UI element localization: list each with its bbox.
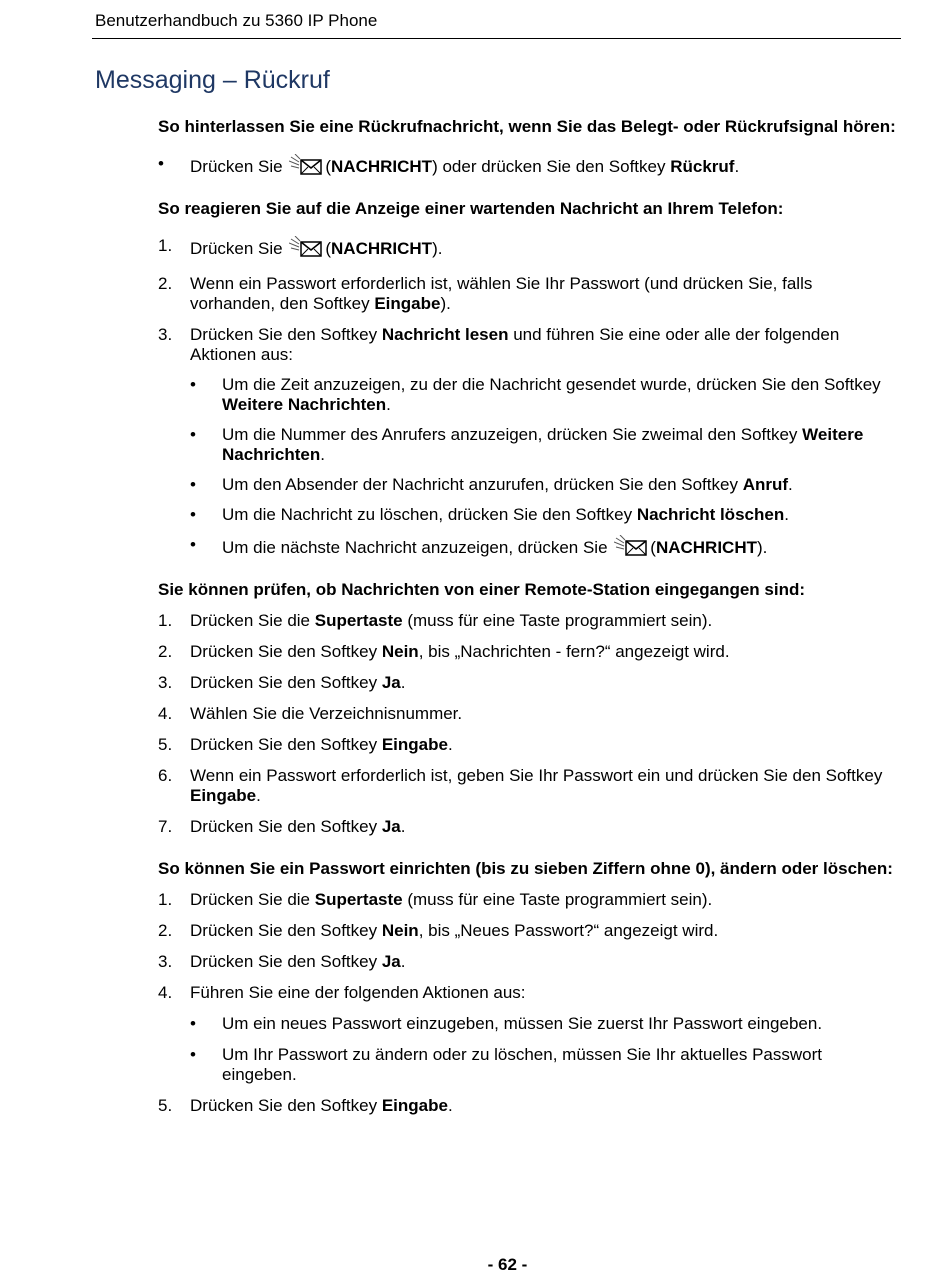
list-item: 7. Drücken Sie den Softkey Ja. [158, 817, 406, 836]
message-envelope-icon [289, 236, 323, 263]
header-divider [92, 38, 901, 39]
heading-password: So können Sie ein Passwort einrichten (bis zu sieben Ziffern ohne 0), ändern oder löschen: [158, 859, 893, 878]
list-item: 3. Drücken Sie den Softkey Ja. [158, 952, 406, 971]
list-item: 3. Drücken Sie den Softkey Ja. [158, 673, 406, 692]
heading-waiting-message: So reagieren Sie auf die Anzeige einer wartenden Nachricht an Ihrem Telefon: [158, 199, 784, 218]
list-item: 5. Drücken Sie den Softkey Eingabe. [158, 1096, 453, 1115]
list-item: • Drücken Sie (NACHRICHT) oder drücken Sie den Softkey Rückruf. [158, 154, 898, 181]
list-item: 5. Drücken Sie den Softkey Eingabe. [158, 735, 453, 754]
list-item: 4. Wählen Sie die Verzeichnisnummer. [158, 704, 463, 723]
heading-leave-callback: So hinterlassen Sie eine Rückrufnachricht, wenn Sie das Belegt- oder Rückrufsignal hören: [158, 117, 896, 136]
message-envelope-icon [289, 154, 323, 181]
section-title: Messaging – Rückruf [95, 66, 330, 94]
list-item: 2. Drücken Sie den Softkey Nein, bis „Nachrichten - fern?“ angezeigt wird. [158, 642, 730, 661]
list-item: • Um die Nummer des Anrufers anzuzeigen, drücken Sie zweimal den Softkey Weitere Nachrichten. [190, 425, 864, 464]
list-item: 3. Drücken Sie den Softkey Nachricht lesen und führen Sie eine oder alle der folgenden Aktionen aus: [158, 325, 840, 364]
message-envelope-icon [614, 535, 648, 562]
list-item: 6. Wenn ein Passwort erforderlich ist, geben Sie Ihr Passwort ein und drücken Sie den Softkey Eingabe. [158, 766, 883, 805]
list-item: • Um die Zeit anzuzeigen, zu der die Nachricht gesendet wurde, drücken Sie den Softkey Weitere Nachrichten. [190, 375, 881, 414]
list-item: 1. Drücken Sie (NACHRICHT). [158, 236, 898, 263]
list-item: 1. Drücken Sie die Supertaste (muss für eine Taste programmiert sein). [158, 890, 713, 909]
document-header: Benutzerhandbuch zu 5360 IP Phone [95, 11, 378, 30]
list-item: • Um ein neues Passwort einzugeben, müssen Sie zuerst Ihr Passwort eingeben. [190, 1014, 823, 1033]
list-item: • Um die nächste Nachricht anzuzeigen, drücken Sie (NACHRICHT). [158, 535, 898, 562]
list-item: 1. Drücken Sie die Supertaste (muss für eine Taste programmiert sein). [158, 611, 713, 630]
list-item: • Um den Absender der Nachricht anzurufen, drücken Sie den Softkey Anruf. [190, 475, 793, 494]
list-item: • Um die Nachricht zu löschen, drücken Sie den Softkey Nachricht löschen. [190, 505, 789, 524]
list-item: 2. Drücken Sie den Softkey Nein, bis „Neues Passwort?“ angezeigt wird. [158, 921, 719, 940]
heading-remote-check: Sie können prüfen, ob Nachrichten von einer Remote-Station eingegangen sind: [158, 580, 806, 599]
bullet: • [158, 154, 164, 173]
page-content [158, 117, 898, 1116]
list-item: 4. Führen Sie eine der folgenden Aktionen aus: [158, 983, 526, 1002]
list-item: • Um Ihr Passwort zu ändern oder zu löschen, müssen Sie Ihr aktuelles Passwort eingeben. [190, 1045, 822, 1084]
page-number: - 62 - [487, 1255, 528, 1274]
list-item: 2. Wenn ein Passwort erforderlich ist, wählen Sie Ihr Passwort (und drücken Sie, falls vorhanden, den Softkey Eingabe). [158, 274, 813, 313]
